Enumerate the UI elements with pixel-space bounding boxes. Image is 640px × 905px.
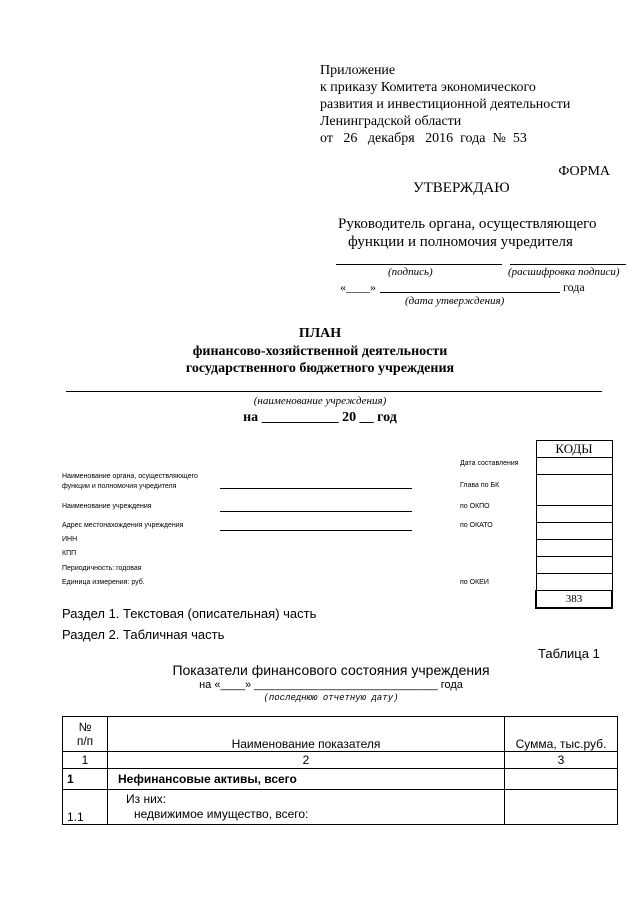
- code-cell: [536, 458, 612, 475]
- plan-year-line: на ___________ 20 __ год: [243, 410, 397, 425]
- approve-title: УТВЕРЖДАЮ: [413, 180, 510, 196]
- plan-subtitle2: государственного бюджетного учреждения: [185, 361, 455, 376]
- appendix-line: Приложение: [320, 63, 396, 78]
- organ-label-line1: Наименование органа, осуществляющего: [62, 473, 198, 480]
- approver-line1: Руководитель органа, осуществляющего: [338, 216, 597, 232]
- org-caption: (наименование учреждения): [253, 395, 387, 407]
- row2-num: 1.1: [63, 790, 108, 825]
- addr-label: Адрес местонахождения учреждения: [62, 522, 184, 529]
- code-cell: [536, 506, 612, 523]
- row1-name: Нефинансовые активы, всего: [108, 769, 505, 790]
- approver-line2: функции и полномочия учредителя: [348, 234, 573, 250]
- codes-header: КОДЫ: [536, 441, 612, 458]
- okei-code-cell: 383: [536, 591, 612, 609]
- decode-line: [510, 264, 626, 265]
- appendix-block: [320, 62, 570, 147]
- header-num-line1: №: [78, 720, 92, 734]
- row2-name-line1: Из них:: [126, 792, 167, 806]
- codes-table: [535, 440, 613, 609]
- number-cell: 3: [505, 752, 618, 769]
- approve-date-suffix: года: [563, 280, 585, 294]
- section2-heading: Раздел 2. Табличная часть: [62, 627, 225, 642]
- appendix-date-line: от 26 декабря 2016 года № 53: [320, 131, 527, 146]
- decode-caption: (расшифровка подписи): [508, 266, 620, 278]
- row2-sum: [505, 790, 618, 825]
- signature-line: [336, 264, 502, 265]
- inst-fill-line: [220, 511, 412, 512]
- approver-position: [338, 215, 596, 251]
- appendix-line: развития и инвестиционной деятельности: [320, 97, 571, 112]
- okpo-label: по ОКПО: [460, 503, 490, 510]
- organ-label-line2: функции и полномочия учредителя: [62, 483, 177, 490]
- form-label: ФОРМА: [558, 164, 610, 179]
- header-num-cell: [63, 717, 108, 752]
- organ-label: [62, 472, 198, 492]
- period-label: Периодичность: годовая: [62, 565, 142, 572]
- inn-label: ИНН: [62, 536, 78, 543]
- indicators-date-line: на «____» ______________________________ года: [199, 679, 463, 691]
- row1-num: 1: [63, 769, 108, 790]
- addr-fill-line: [220, 530, 412, 531]
- inst-label: Наименование учреждения: [62, 503, 152, 510]
- org-name-line: [66, 391, 602, 392]
- indicators-date-caption: (последнюю отчетную дату): [263, 693, 399, 703]
- indicators-title: Показатели финансового состояния учреждения: [172, 662, 490, 678]
- code-cell: [536, 475, 612, 506]
- okato-label: по ОКАТО: [460, 522, 493, 529]
- code-cell: [536, 540, 612, 557]
- code-cell: [536, 557, 612, 574]
- row2-name: [108, 790, 505, 825]
- indicators-table: [62, 716, 618, 825]
- number-cell: 2: [108, 752, 505, 769]
- appendix-line: Ленинградской области: [320, 114, 462, 129]
- number-cell: 1: [63, 752, 108, 769]
- approve-date-prefix: «____»: [340, 280, 376, 294]
- approve-date-line: [380, 292, 560, 293]
- plan-subtitle1: финансово-хозяйственной деятельности: [192, 344, 448, 359]
- appendix-line: к приказу Комитета экономического: [320, 80, 536, 95]
- approve-date-caption: (дата утверждения): [405, 295, 505, 307]
- code-cell: [536, 523, 612, 540]
- code-cell: [536, 574, 612, 591]
- header-num-line2: п/п: [76, 734, 94, 748]
- row2-name-line2: недвижимое имущество, всего:: [134, 807, 309, 821]
- signature-caption: (подпись): [388, 266, 433, 278]
- section1-heading: Раздел 1. Текстовая (описательная) часть: [62, 606, 317, 621]
- bk-label: Глава по БК: [460, 482, 500, 489]
- date-label: Дата составления: [460, 460, 519, 467]
- table1-label: Таблица 1: [538, 646, 600, 661]
- okei-label: по ОКЕИ: [460, 579, 489, 586]
- header-sum-cell: Сумма, тыс.руб.: [505, 717, 618, 752]
- header-name-cell: Наименование показателя: [108, 717, 505, 752]
- plan-title: ПЛАН: [298, 326, 342, 341]
- unit-label: Единица измерения: руб.: [62, 579, 145, 586]
- kpp-label: КПП: [62, 550, 77, 557]
- row1-sum: [505, 769, 618, 790]
- organ-fill-line: [220, 488, 412, 489]
